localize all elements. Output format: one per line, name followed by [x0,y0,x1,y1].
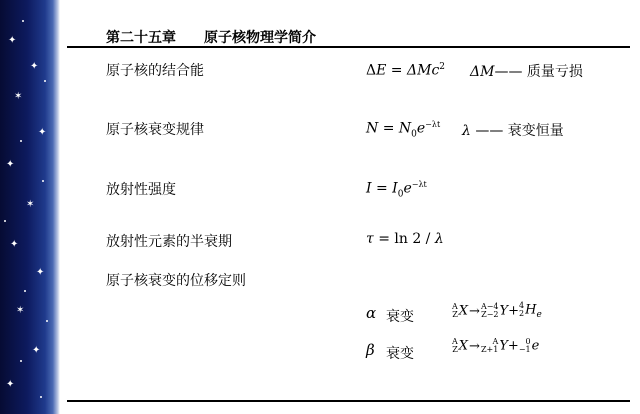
star-dot [4,220,6,222]
binding-energy-formula: ΔE = ΔMc$^2$ [366,62,446,79]
binding-energy-label: 原子核的结合能 [106,63,204,79]
activity-formula: $I = I_0e^{-\lambda t}$ [366,180,427,200]
star-icon: ✶ [14,91,23,102]
star-dot [20,360,22,362]
star-icon: ✦ [10,239,19,250]
decay-law-formula: $N = N_0e^{-\lambda t}$ [366,120,441,140]
alpha-symbol: α [366,304,377,322]
starry-sidebar [0,0,60,414]
star-icon: ✶ [16,305,25,316]
star-icon: ✦ [38,127,47,138]
star-icon: ✦ [6,159,15,170]
star-icon: ✦ [8,35,17,46]
star-dot [40,396,42,398]
star-icon: ✶ [26,199,35,210]
star-icon: ✦ [30,61,39,72]
half-life-label: 放射性元素的半衰期 [106,234,232,250]
star-icon: ✦ [6,379,15,390]
star-dot [44,80,46,82]
alpha-decay-label: 衰变 [386,309,414,325]
star-dot [24,290,26,292]
decay-constant-note: λ —— 衰变恒量 [462,123,564,139]
beta-symbol: β [366,341,375,359]
mass-defect-note: ΔM—— 质量亏损 [470,64,583,80]
star-dot [46,320,48,322]
half-life-formula: τ = ln 2 / λ [366,231,444,247]
displacement-law-label: 原子核衰变的位移定则 [106,273,246,289]
alpha-decay-equation: A Z X→ A−4 Z−2 Y+ 4 2 $H_e$ [452,301,542,321]
star-dot [42,180,44,182]
slide-title: 第二十五章 原子核物理学简介 [106,30,316,46]
decay-law-label: 原子核衰变规律 [106,122,204,138]
star-icon: ✦ [32,345,41,356]
beta-decay-equation: A Z X→ A Z+1 Y+ 0 −1 e [452,337,540,354]
star-dot [20,140,22,142]
star-icon: ✦ [36,267,45,278]
bottom-rule [67,400,630,402]
title-rule [67,46,630,48]
activity-label: 放射性强度 [106,182,176,198]
star-dot [22,20,24,22]
beta-decay-label: 衰变 [386,346,414,362]
